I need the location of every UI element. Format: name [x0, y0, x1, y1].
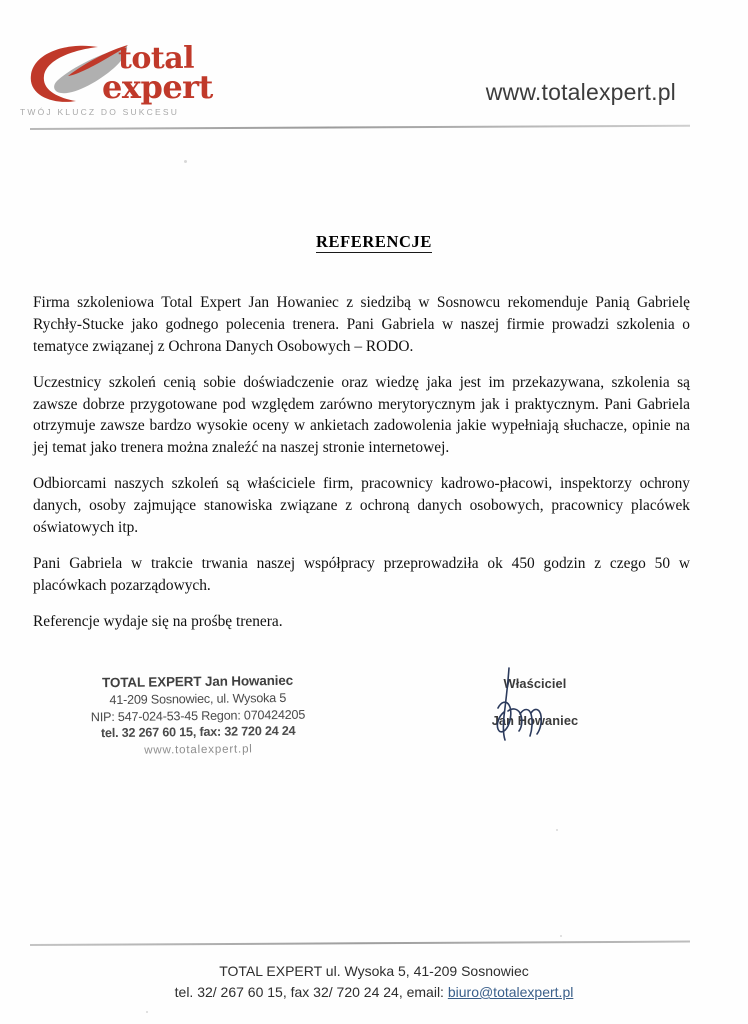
paragraph: Uczestnicy szkoleń cenią sobie doświadczenie oraz wiedzę jaka jest im przekazywana, szkolenia są zawsze dobrze przygotowane pod względem zarówno merytorycznym jak i praktycznym. Pani Gabriela otrzymuje zawsze bardzo wysokie oceny w ankietach zadowolenia jakie wypełniają słuchacze, opinie na jej temat jako trenera można znaleźć na naszej stronie internetowej.	[33, 373, 690, 457]
footer-email-link[interactable]: biuro@totalexpert.pl	[447, 984, 574, 1000]
page-title	[0, 232, 748, 252]
paragraph: Pani Gabriela w trakcie trwania naszej współpracy przeprowadziła ok 450 godzin z czego 50 w placówkach pozarządowych.	[33, 554, 690, 594]
stamp-address: 41-209 Sosnowiec, ul. Wysoka 5	[109, 690, 287, 707]
footer-address: TOTAL EXPERT ul. Wysoka 5, 41-209 Sosnowiec	[219, 963, 529, 979]
page-title-text: REFERENCJE	[315, 232, 432, 251]
signature-name: Jan Howaniec	[491, 713, 579, 728]
scan-speck	[184, 160, 187, 163]
stamp-tax-ids: NIP: 547-024-53-45 Regon: 070424205	[90, 707, 306, 724]
scan-speck	[146, 1011, 148, 1013]
footer-contact	[0, 982, 748, 1003]
logo-tagline: TWÓJ KLUCZ DO SUKCESU	[20, 107, 180, 117]
page-header	[0, 0, 748, 132]
signature-role: Właściciel	[503, 676, 567, 691]
footer-contact-text: tel. 32/ 267 60 15, fax 32/ 720 24 24, email:	[174, 984, 448, 1000]
stamp-company: TOTAL EXPERT Jan Howaniec	[102, 672, 294, 691]
paragraph: Firma szkoleniowa Total Expert Jan Howaniec z siedzibą w Sosnowcu rekomenduje Panią Gabrielę Rychły-Stucke jako godnego polecenia trenera. Pani Gabriela w naszej firmie prowadzi szkolenia o tematyce związanej z Ochrona Danych Osobowych – RODO.	[33, 294, 690, 355]
wordmark-expert: expert	[102, 68, 213, 107]
wordmark-total: total	[118, 41, 195, 76]
paragraph: Referencje wydaje się na prośbę trenera.	[33, 612, 283, 630]
page-footer	[0, 961, 748, 1003]
document-body	[33, 292, 690, 632]
header-website-url: www.totalexpert.pl	[485, 79, 676, 105]
stamp-website: www.totalexpert.pl	[144, 742, 253, 757]
company-logo	[20, 40, 235, 130]
stamp-phones: tel. 32 267 60 15, fax: 32 720 24 24	[100, 724, 296, 741]
signature-block	[440, 676, 630, 728]
scan-speck	[556, 829, 558, 831]
scan-speck	[560, 935, 562, 937]
footer-divider	[30, 941, 690, 946]
paragraph: Odbiorcami naszych szkoleń są właściciele firm, pracownicy kadrowo-płacowi, inspektorzy ochrony danych, osoby zajmujące stanowiska związane z ochroną danych osobowych, pracownicy placówek oświatowych itp.	[33, 475, 690, 536]
company-stamp	[87, 672, 308, 759]
logo-wordmark	[102, 41, 213, 107]
